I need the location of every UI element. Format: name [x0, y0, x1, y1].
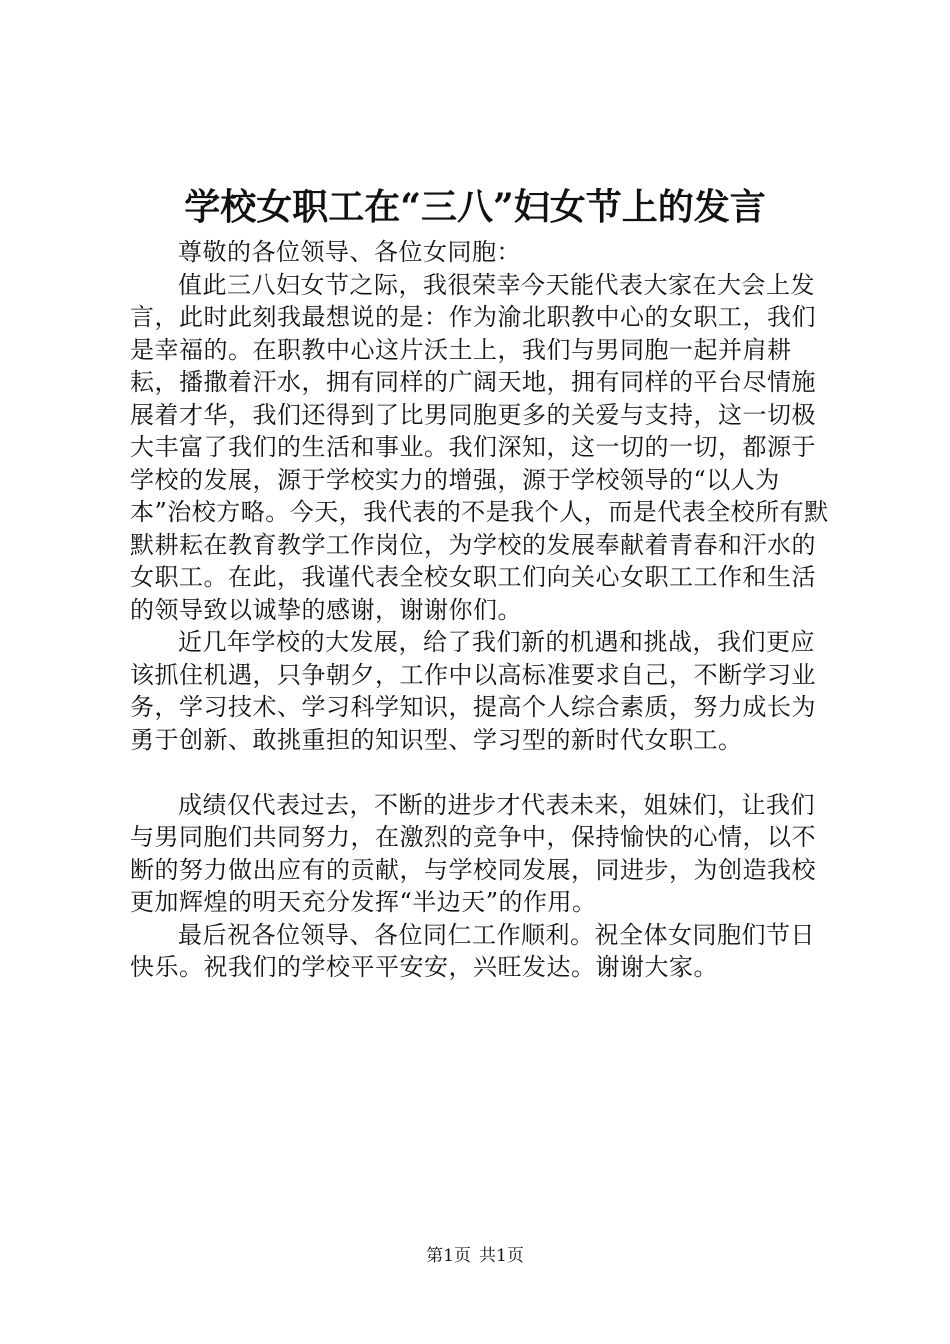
- document-title: 学校女职工在“三八”妇女节上的发言: [184, 186, 766, 228]
- page-total: 共1页: [479, 1246, 524, 1266]
- paragraph-3: 成绩仅代表过去，不断的进步才代表未来，姐妹们，让我们与男同胞们共同努力，在激烈的竞争中，保持愉快的心情，以不断的努力做出应有的贡献，与学校同发展，同进步，为创造我校更加辉煌的明天充分发挥“半边天”的作用。: [130, 790, 816, 916]
- salutation: 尊敬的各位领导、各位女同胞：: [178, 238, 521, 266]
- paragraph-4: 最后祝各位领导、各位同仁工作顺利。祝全体女同胞们节日快乐。祝我们的学校平平安安，兴旺发达。谢谢大家。: [130, 920, 815, 981]
- page-footer: [0, 1244, 950, 1268]
- paragraph-2: 近几年学校的大发展，给了我们新的机遇和挑战，我们更应该抓住机遇，只争朝夕，工作中以高标准要求自己，不断学习业务，学习技术、学习科学知识，提高个人综合素质，努力成长为勇于创新、敢挑重担的知识型、学习型的新时代女职工。: [130, 628, 816, 754]
- document-body: [130, 236, 834, 984]
- paragraph-1: 值此三八妇女节之际，我很荣幸今天能代表大家在大会上发言，此时此刻我最想说的是：作为渝北职教中心的女职工，我们是幸福的。在职教中心这片沃土上，我们与男同胞一起并肩耕耘，播撒着汗水，拥有同样的广阔天地，拥有同样的平台尽情施展着才华，我们还得到了比男同胞更多的关爱与支持，这一切极大丰富了我们的生活和事业。我们深知，这一切的一切，都源于学校的发展，源于学校实力的增强，源于学校领导的“以人为本”治校方略。今天，我代表的不是我个人，而是代表全校所有默默耕耘在教育教学工作岗位，为学校的发展奉献着青春和汗水的女职工。在此，我谨代表全校女职工们向关心女职工工作和生活的领导致以诚挚的感谢，谢谢你们。: [130, 270, 829, 624]
- page-number: 第1页: [426, 1246, 471, 1266]
- paragraph-spacer: [130, 756, 834, 789]
